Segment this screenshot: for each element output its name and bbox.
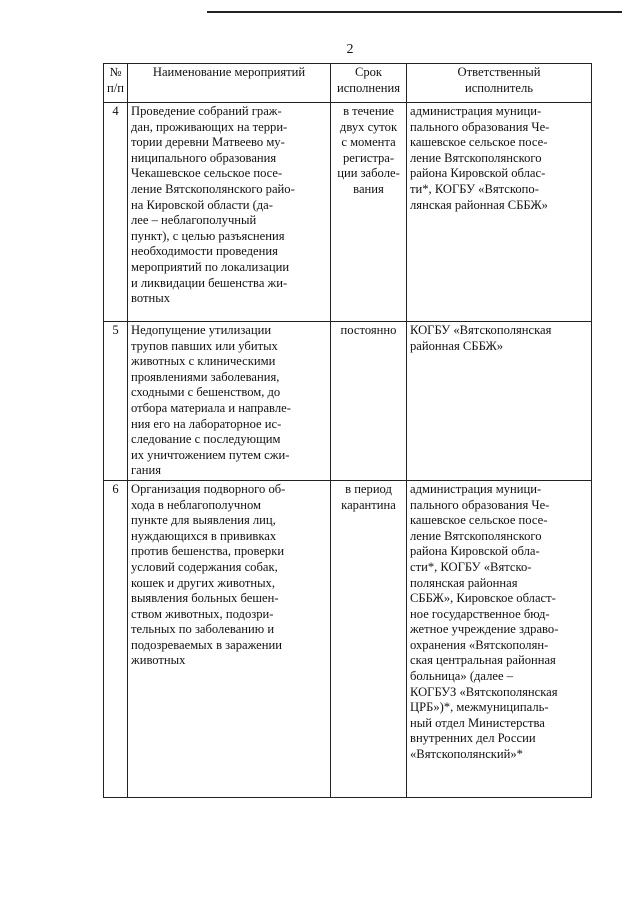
table-row (104, 103, 592, 322)
table-row (104, 322, 592, 481)
measure-name-line: гания (131, 463, 162, 478)
responsible-executor-line: полянская районная (410, 575, 518, 590)
term-of-execution-cell (331, 103, 407, 322)
measure-name-line: против бешенства, проверки (131, 544, 285, 559)
responsible-executor-line: сти*, КОГБУ «Вятско- (410, 559, 532, 574)
responsible-executor-line: ти*, КОГБУ «Вятскопо- (410, 181, 539, 196)
header-responsible-line: исполнитель (464, 80, 534, 95)
responsible-executor-line: районная СББЖ» (410, 338, 504, 353)
measure-name-line: ление Вятскополянского райо- (131, 181, 295, 196)
measure-name-line: ния его на лабораторное ис- (131, 416, 282, 431)
responsible-executor-line: ЦРБ»)*, межмуниципаль- (410, 700, 549, 715)
term-of-execution-line: с момента (341, 135, 396, 150)
measure-name-line: проявлениями заболевания, (131, 369, 280, 384)
measure-name-line: вотных (131, 291, 170, 306)
header-responsible-line: Ответственный (457, 65, 541, 79)
row-number: 5 (104, 322, 128, 481)
term-of-execution-line: карантина (341, 497, 396, 512)
responsible-executor-line: района Кировской обла- (410, 544, 540, 559)
responsible-executor-line: КОГБУЗ «Вятскополянская (410, 684, 558, 699)
measure-name-cell (128, 322, 331, 481)
measure-name-line: подозреваемых в заражении (131, 637, 282, 652)
measure-name-cell (128, 103, 331, 322)
responsible-executor-line: пального образования Че- (410, 497, 550, 512)
term-of-execution-cell (331, 322, 407, 481)
term-of-execution-cell (331, 480, 407, 797)
measure-name-line: трупов павших или убитых (131, 338, 278, 353)
measure-name-line: тории деревни Матвеево му- (131, 135, 285, 150)
responsible-executor-line: кашевское сельское посе- (410, 135, 548, 150)
responsible-executor-line: КОГБУ «Вятскополянская (410, 323, 552, 337)
responsible-executor-line: ное государственное бюд- (410, 606, 550, 621)
measure-name-line: пункте для выявления лиц, (131, 513, 276, 528)
term-of-execution-line: в течение (343, 104, 394, 118)
measure-name-line: животных с клиническими (131, 354, 276, 369)
measure-name-line: и ликвидации бешенства жи- (131, 275, 288, 290)
measure-name-line: лее – неблагополучный (131, 213, 257, 228)
responsible-executor-line: внутренних дел России (410, 731, 536, 746)
measure-name-cell (128, 480, 331, 797)
responsible-executor-line: охранения «Вятскополян- (410, 637, 549, 652)
responsible-executor-line: кашевское сельское посе- (410, 513, 548, 528)
header-term-line: Срок (354, 65, 383, 79)
top-rule (207, 11, 622, 13)
measure-name-line: выявления больных бешен- (131, 591, 279, 606)
header-responsible (407, 64, 592, 103)
responsible-executor-cell (407, 322, 592, 481)
table-header-row (104, 64, 592, 103)
term-of-execution-line: постоянно (340, 323, 397, 337)
measure-name-line: тельных по заболеванию и (131, 622, 275, 637)
term-of-execution-line: вания (353, 181, 384, 196)
measure-name-line: дан, проживающих на терри- (131, 119, 288, 134)
header-name (128, 64, 331, 103)
table-row (104, 480, 592, 797)
header-term-line: исполнения (336, 80, 401, 95)
measure-name-line: кошек и других животных, (131, 575, 275, 590)
responsible-executor-cell (407, 103, 592, 322)
measure-name-line: Организация подворного об- (131, 481, 286, 496)
measure-name-line: на Кировской области (да- (131, 197, 273, 212)
header-term (331, 64, 407, 103)
responsible-executor-line: СББЖ», Кировское област- (410, 591, 556, 606)
measure-name-line: сходными с бешенством, до (131, 385, 281, 400)
responsible-executor-line: ный отдел Министерства (410, 715, 545, 730)
header-num-line: п/п (107, 80, 124, 95)
responsible-executor-line: ление Вятскополянского (410, 150, 542, 165)
responsible-executor-line: больница» (далее – (410, 669, 514, 684)
measure-name-line: ниципального образования (131, 150, 277, 165)
responsible-executor-line: жетное учреждение здраво- (410, 622, 559, 637)
measure-name-line: Проведение собраний граж- (131, 104, 282, 118)
measures-table (103, 63, 592, 798)
term-of-execution-line: регистра- (342, 150, 395, 165)
responsible-executor-line: ление Вятскополянского (410, 528, 542, 543)
responsible-executor-line: ская центральная районная (410, 653, 556, 668)
measure-name-line: животных (131, 653, 186, 668)
row-number: 4 (104, 103, 128, 322)
measure-name-line: Недопущение утилизации (131, 323, 272, 337)
measure-name-line: пункт), с целью разъяснения (131, 228, 285, 243)
term-of-execution-line: в период (345, 481, 392, 496)
measure-name-line: необходимости проведения (131, 244, 278, 259)
responsible-executor-line: района Кировской облас- (410, 166, 546, 181)
measure-name-line: мероприятий по локализации (131, 259, 290, 274)
measure-name-line: нуждающихся в прививках (131, 528, 277, 543)
row-number: 6 (104, 480, 128, 797)
responsible-executor-line: лянская районная СББЖ» (410, 197, 548, 212)
header-num (104, 64, 128, 103)
responsible-executor-line: администрация муници- (410, 104, 542, 118)
measure-name-line: ством животных, подозри- (131, 606, 274, 621)
responsible-executor-cell (407, 480, 592, 797)
measure-name-line: Чекашевское сельское посе- (131, 166, 283, 181)
header-name-line: Наименование мероприятий (152, 65, 306, 79)
measure-name-line: хода в неблагополучном (131, 497, 261, 512)
responsible-executor-line: пального образования Че- (410, 119, 550, 134)
measure-name-line: их уничтожением путем сжи- (131, 447, 290, 462)
header-num-line: № (109, 65, 122, 79)
responsible-executor-line: администрация муници- (410, 481, 542, 496)
responsible-executor-line: «Вятскополянский»* (410, 747, 523, 762)
term-of-execution-line: ции заболе- (337, 166, 400, 181)
measure-name-line: следование с последующим (131, 432, 281, 447)
measure-name-line: условий содержания собак, (131, 559, 278, 574)
measure-name-line: отбора материала и направле- (131, 400, 291, 415)
page-number: 2 (346, 42, 354, 57)
term-of-execution-line: двух суток (339, 119, 398, 134)
